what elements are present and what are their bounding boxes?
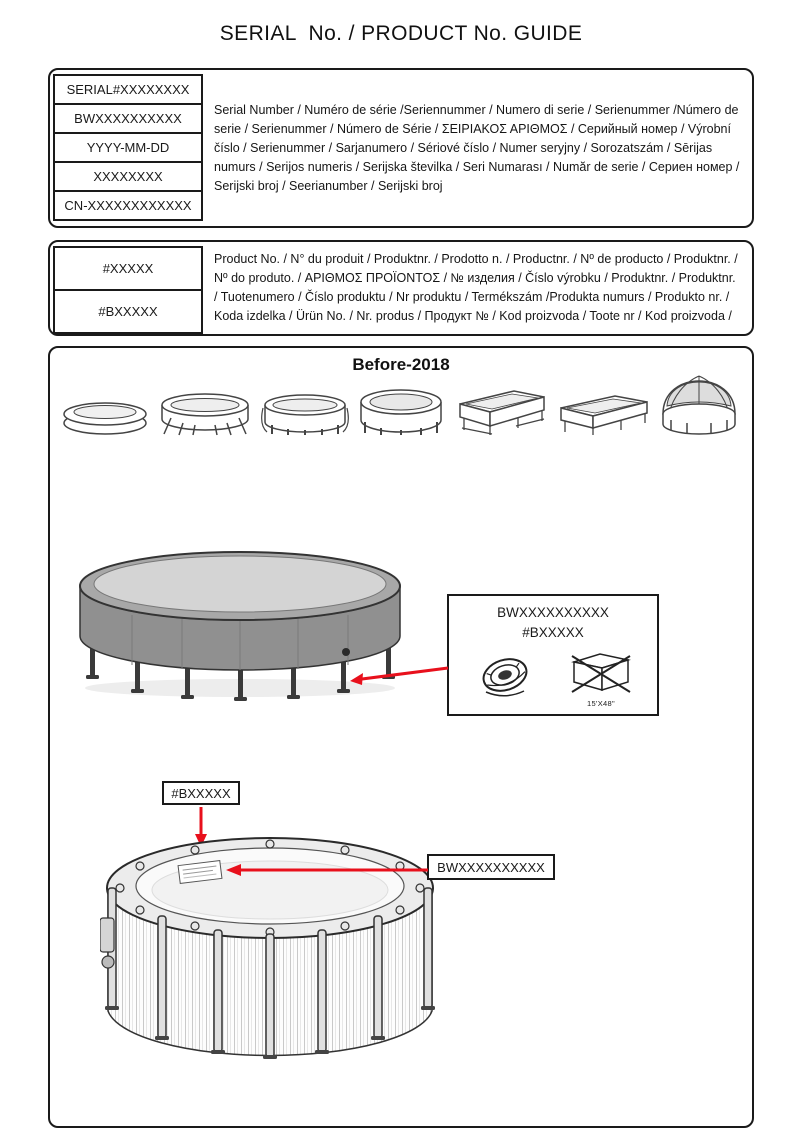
serial-number-box <box>48 68 754 228</box>
product-b-format-cell: #BXXXXX <box>53 289 203 334</box>
date-format-cell: YYYY-MM-DD <box>53 132 203 163</box>
product-format-cell: #XXXXX <box>53 246 203 291</box>
before-2018-heading: Before-2018 <box>352 355 450 374</box>
oval-frame-pool-icon <box>260 392 350 436</box>
pool-valve-port <box>342 648 350 656</box>
product-code-column <box>53 246 203 334</box>
rect-frame-pool-icon <box>555 390 650 436</box>
callout-serial-code: BWXXXXXXXXXX <box>497 605 609 620</box>
pool-type-icon-row <box>60 376 742 436</box>
crossed-box-icon <box>566 648 636 698</box>
product-code-tag: #BXXXXX <box>162 781 240 805</box>
rect-frame-pool-large-icon <box>452 384 547 436</box>
plain-code-cell: XXXXXXXX <box>53 161 203 192</box>
dome-canopy-pool-icon <box>657 356 742 436</box>
valve-port-icon <box>470 648 540 704</box>
not-on-box-indicator <box>566 648 636 708</box>
callout-icons <box>449 648 657 714</box>
oval-fast-set-pool-icon <box>157 390 252 436</box>
serial-number-translations: Serial Number / Numéro de série /Seriennummer / Numero di serie / Serienummer /Número de serie / Serienummer / Número de Série / ΣΕΙΡΙΑΚΟΣ ΑΡΙΘΜΟΣ / Серийный номер / Výrobní číslo / Serienummer / Sarjanumero / Sériové číslo / Numer seryjny / Sorozatszám / Sērijas numurs / Serijos numeris / Serijska številka / Seri Numarası / Număr de serie / Сериен номер / Serijski broj / Seerianumber / Serijski broj <box>214 102 740 193</box>
product-number-translations: Product No. / N° du produit / Produktnr. / Prodotto n. / Productnr. / Nº de producto / Produktnr. / Nº do produto. / ΑΡΙΘΜΟΣ ΠΡΟΪΟΝΤΟΣ / № изделия / Číslo výrobku / Produktnr. / Produktnr. / Tuotenumero / Číslo produktu / Nr produktu / Termékszám /Produkta numurs / Produkto nr. / Koda izdelka / Ürün No. / Nr. produs / Продукт № / Kod proizvoda / Toote nr / Kod proizvoda / <box>214 252 738 323</box>
serial-tag-arrow <box>220 860 430 880</box>
skimmer-attachment <box>100 918 114 968</box>
page-title: SERIAL No. / PRODUCT No. GUIDE <box>219 22 583 45</box>
before-2018-section <box>48 346 754 1128</box>
serial-code-column <box>53 74 203 221</box>
callout-product-code: #BXXXXX <box>522 625 584 640</box>
frame-pool-callout <box>447 594 659 716</box>
cn-code-cell: CN-XXXXXXXXXXXX <box>53 190 203 221</box>
callout-arrow <box>346 662 452 688</box>
pool-size-label: 15'X48" <box>587 699 615 708</box>
bw-code-cell: BWXXXXXXXXXX <box>53 103 203 134</box>
product-number-box <box>48 240 754 336</box>
serial-code-tag: BWXXXXXXXXXX <box>427 854 555 880</box>
serial-format-cell: SERIAL#XXXXXXXX <box>53 74 203 105</box>
inflatable-ring-pool-icon <box>60 396 150 436</box>
round-frame-pool-icon <box>357 388 445 436</box>
